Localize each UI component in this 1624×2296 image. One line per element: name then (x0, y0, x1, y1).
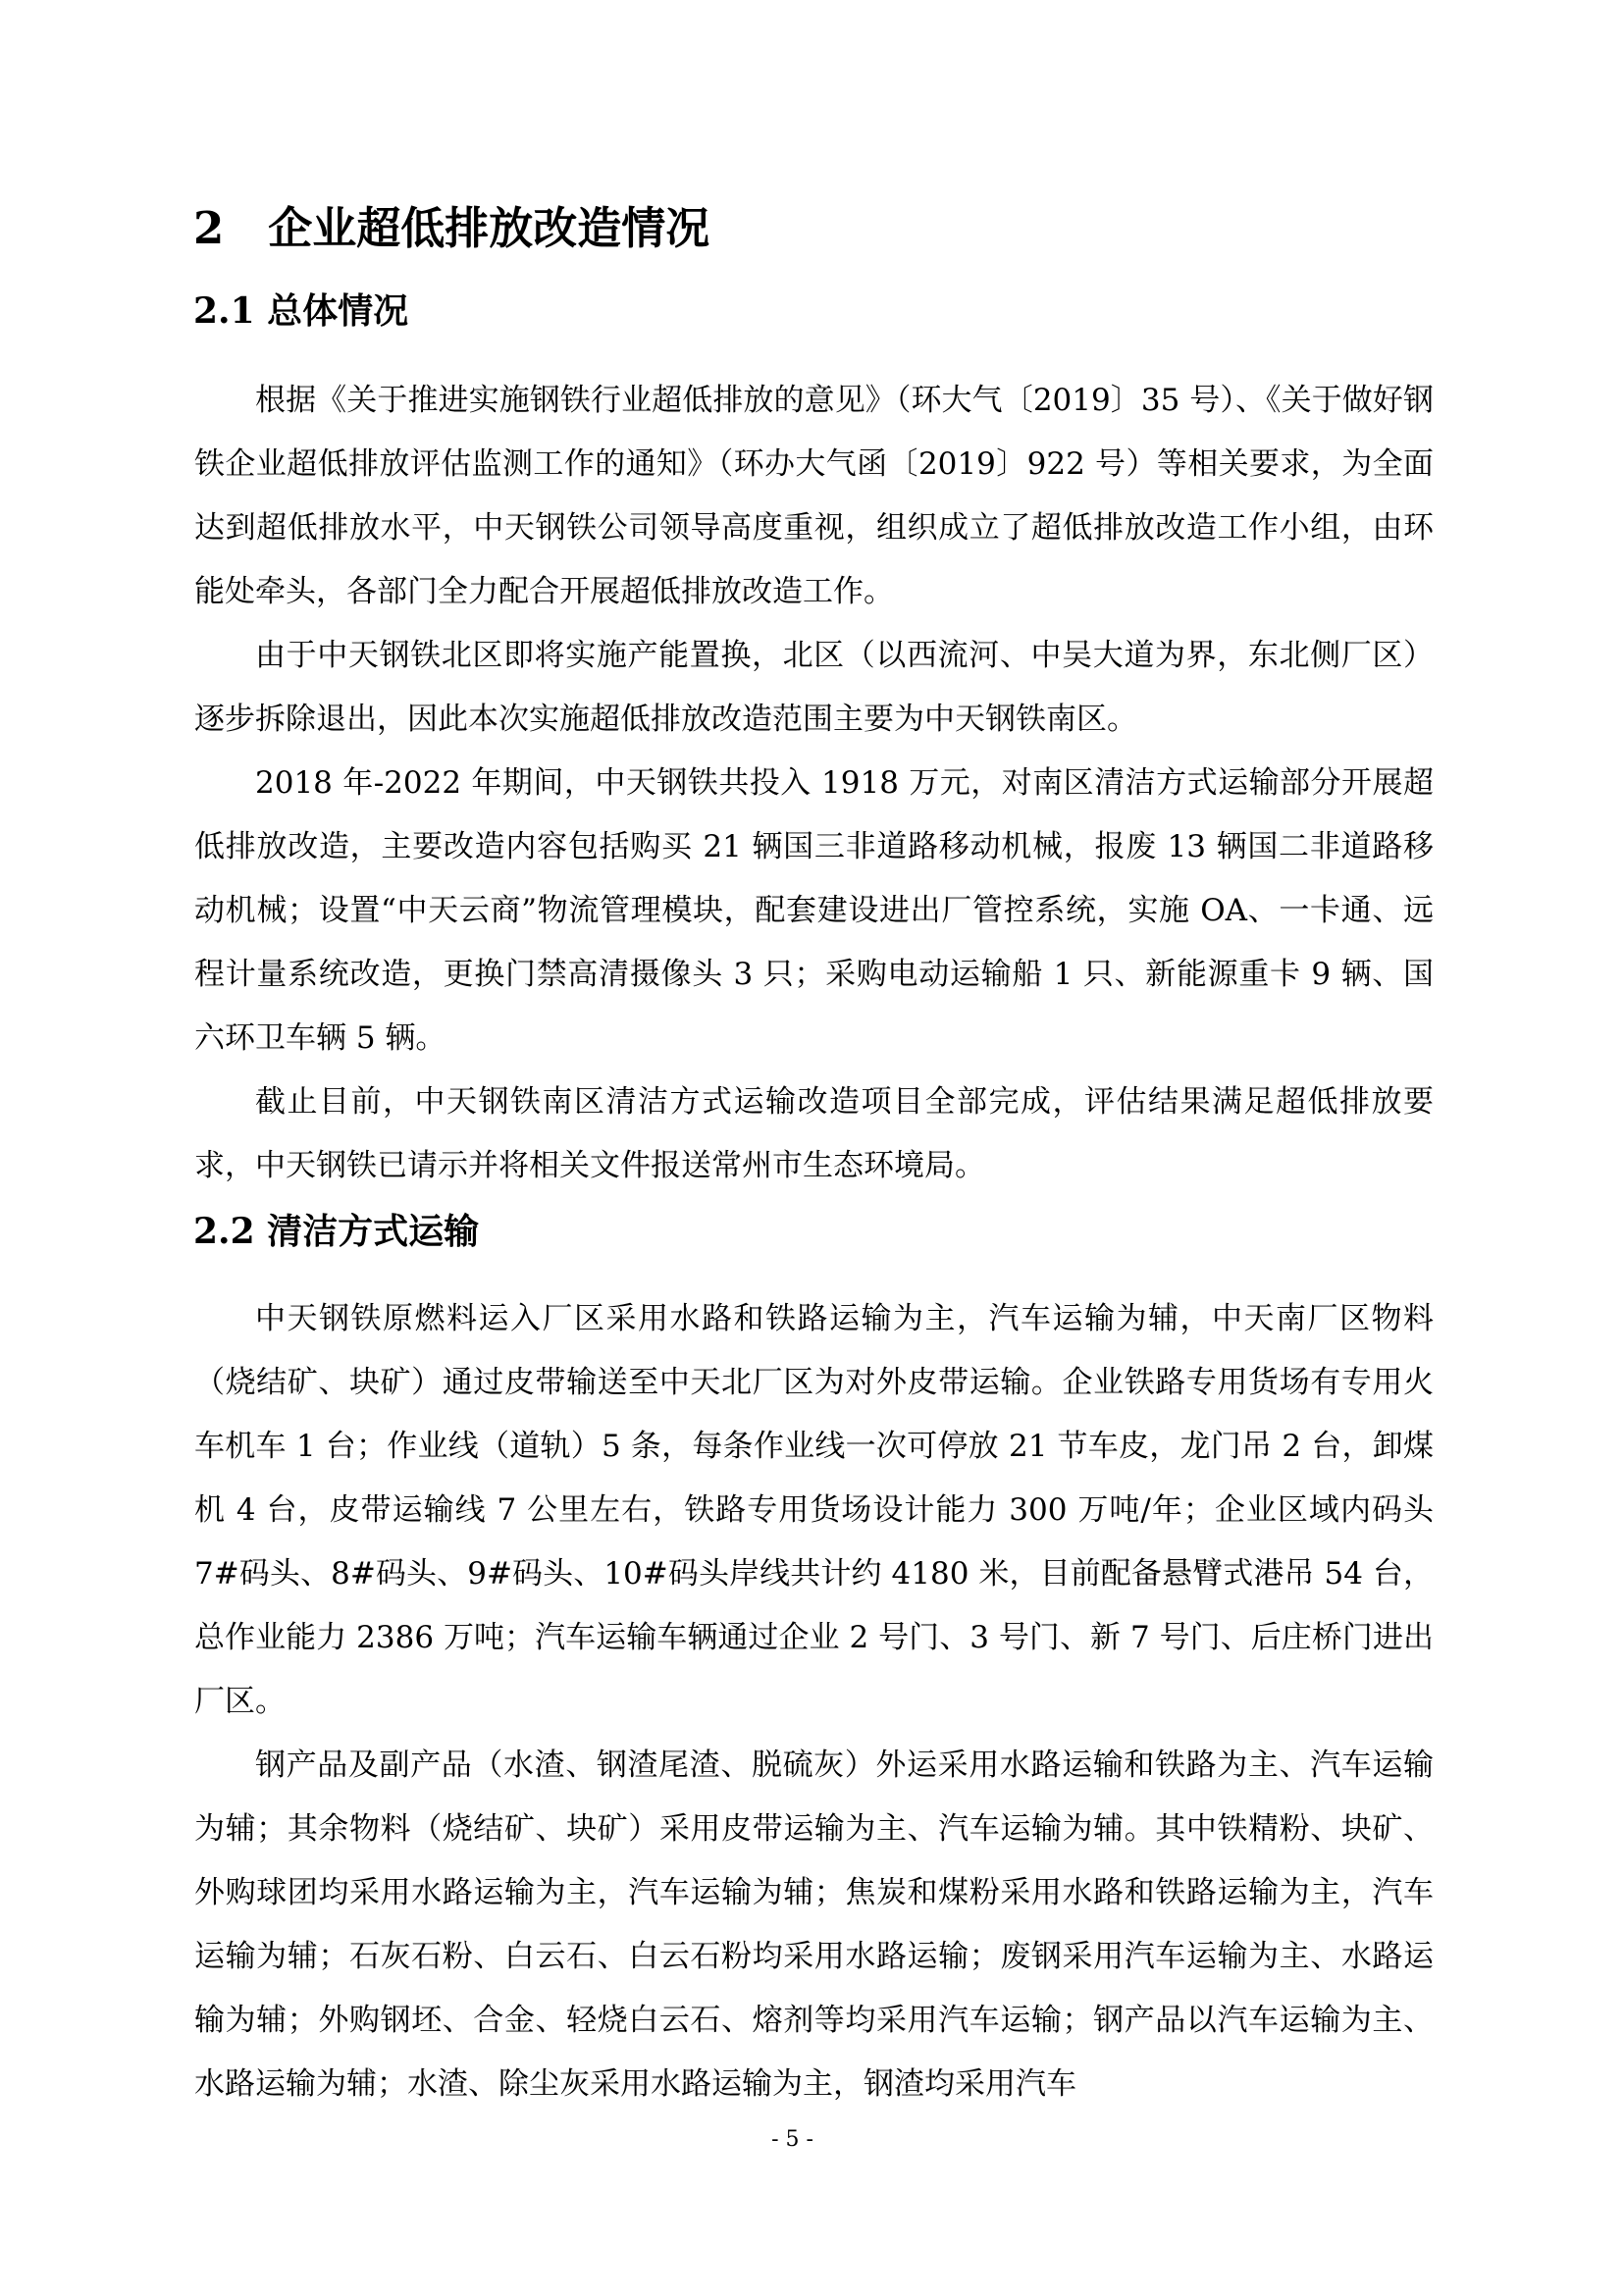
chapter-heading: 2 企业超低排放改造情况 (193, 202, 710, 254)
paragraph: 中天钢铁原燃料运入厂区采用水路和铁路运输为主，汽车运输为辅，中天南厂区物料（烧结矿、块矿）通过皮带输送至中天北厂区为对外皮带运输。企业铁路专用货场有专用火车机车 1 台；作业线（道轨）5 条，每条作业线一次可停放 21 节车皮，龙门吊 2 台，卸煤机 4 台，皮带运输线 7 公里左右，铁路专用货场设计能力 300 万吨/年；企业区域内码头 7#码头、8#码头、9#码头、10#码头岸线共计约 4180 米，目前配备悬臂式港吊 54 台，总作业能力 2386 万吨；汽车运输车辆通过企业 2 号门、3 号门、新 7 号门、后庄桥门进出厂区。 (194, 1301, 1434, 1719)
paragraph: 钢产品及副产品（水渣、钢渣尾渣、脱硫灰）外运采用水路运输和铁路为主、汽车运输为辅；其余物料（烧结矿、块矿）采用皮带运输为主、汽车运输为辅。其中铁精粉、块矿、外购球团均采用水路运输为主，汽车运输为辅；焦炭和煤粉采用水路和铁路运输为主，汽车运输为辅；石灰石粉、白云石、白云石粉均采用水路运输；废钢采用汽车运输为主、水路运输为辅；外购钢坯、合金、轻烧白云石、熔剂等均采用汽车运输；钢产品以汽车运输为主、水路运输为辅；水渣、除尘灰采用水路运输为主，钢渣均采用汽车 (194, 1748, 1434, 2102)
page-number: - 5 - (771, 2127, 813, 2152)
paragraph: 截止目前，中天钢铁南区清洁方式运输改造项目全部完成，评估结果满足超低排放要求，中天钢铁已请示并将相关文件报送常州市生态环境局。 (194, 1084, 1434, 1183)
section-2-2-body (194, 1287, 1434, 2116)
section-heading-2-2: 2.2 清洁方式运输 (193, 1211, 480, 1252)
paragraph: 2018 年-2022 年期间，中天钢铁共投入 1918 万元，对南区清洁方式运输部分开展超低排放改造，主要改造内容包括购买 21 辆国三非道路移动机械，报废 13 辆国二非道路移动机械；设置“中天云商”物流管理模块，配套建设进出厂管控系统，实施 OA、一卡通、远程计量系统改造，更换门禁高清摄像头 3 只；采购电动运输船 1 只、新能源重卡 9 辆、国六环卫车辆 5 辆。 (194, 765, 1434, 1056)
section-2-1-body (194, 369, 1434, 1198)
section-heading-2-1: 2.1 总体情况 (193, 290, 409, 332)
paragraph: 根据《关于推进实施钢铁行业超低排放的意见》（环大气〔2019〕35 号）、《关于做好钢铁企业超低排放评估监测工作的通知》（环办大气函〔2019〕922 号）等相关要求，为全面达到超低排放水平，中天钢铁公司领导高度重视，组织成立了超低排放改造工作小组，由环能处牵头，各部门全力配合开展超低排放改造工作。 (194, 383, 1434, 609)
paragraph: 由于中天钢铁北区即将实施产能置换，北区（以西流河、中吴大道为界，东北侧厂区）逐步拆除退出，因此本次实施超低排放改造范围主要为中天钢铁南区。 (194, 638, 1434, 737)
